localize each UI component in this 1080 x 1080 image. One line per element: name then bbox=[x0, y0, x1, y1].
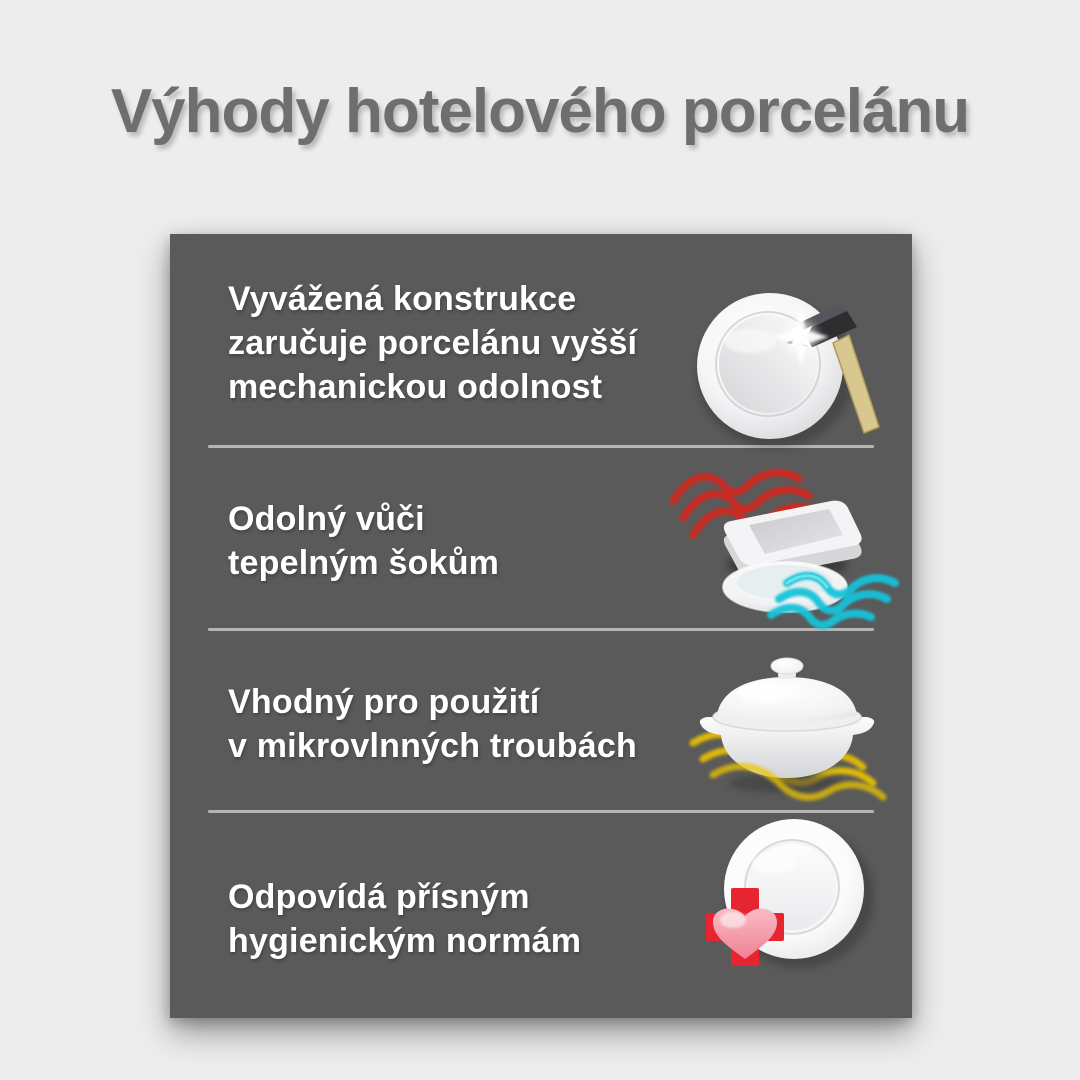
benefit-line: v mikrovlnných troubách bbox=[228, 726, 637, 765]
microwave-safe-icon bbox=[662, 631, 912, 811]
thermal-shock-icon bbox=[662, 437, 912, 627]
plate-hammer-icon bbox=[662, 281, 912, 446]
page-title: Výhody hotelového porcelánu bbox=[110, 77, 970, 146]
benefit-line: Vyvážená konstrukce bbox=[228, 279, 577, 318]
benefit-line: tepelným šokům bbox=[228, 544, 500, 582]
benefit-line: zaručuje porcelánu vyšší bbox=[228, 323, 638, 362]
benefit-text-hygiene bbox=[170, 869, 662, 963]
benefit-row-hygiene bbox=[170, 813, 912, 1018]
benefit-line: Vhodný pro použití bbox=[228, 682, 540, 721]
benefit-row-thermal-shock bbox=[170, 448, 912, 628]
benefit-line: mechanickou odolnost bbox=[228, 367, 603, 406]
benefit-line: Odpovídá přísným bbox=[228, 877, 530, 916]
benefit-line: Odolný vůči bbox=[228, 500, 425, 538]
benefit-row-durability bbox=[170, 234, 912, 445]
benefit-line: hygienickým normám bbox=[228, 921, 582, 960]
benefit-text-microwave bbox=[170, 674, 662, 768]
benefit-text-thermal-shock bbox=[170, 491, 662, 585]
benefits-card bbox=[170, 234, 912, 1018]
hygiene-standard-icon bbox=[662, 811, 912, 981]
benefit-row-microwave bbox=[170, 631, 912, 810]
benefit-text-durability bbox=[170, 271, 662, 409]
